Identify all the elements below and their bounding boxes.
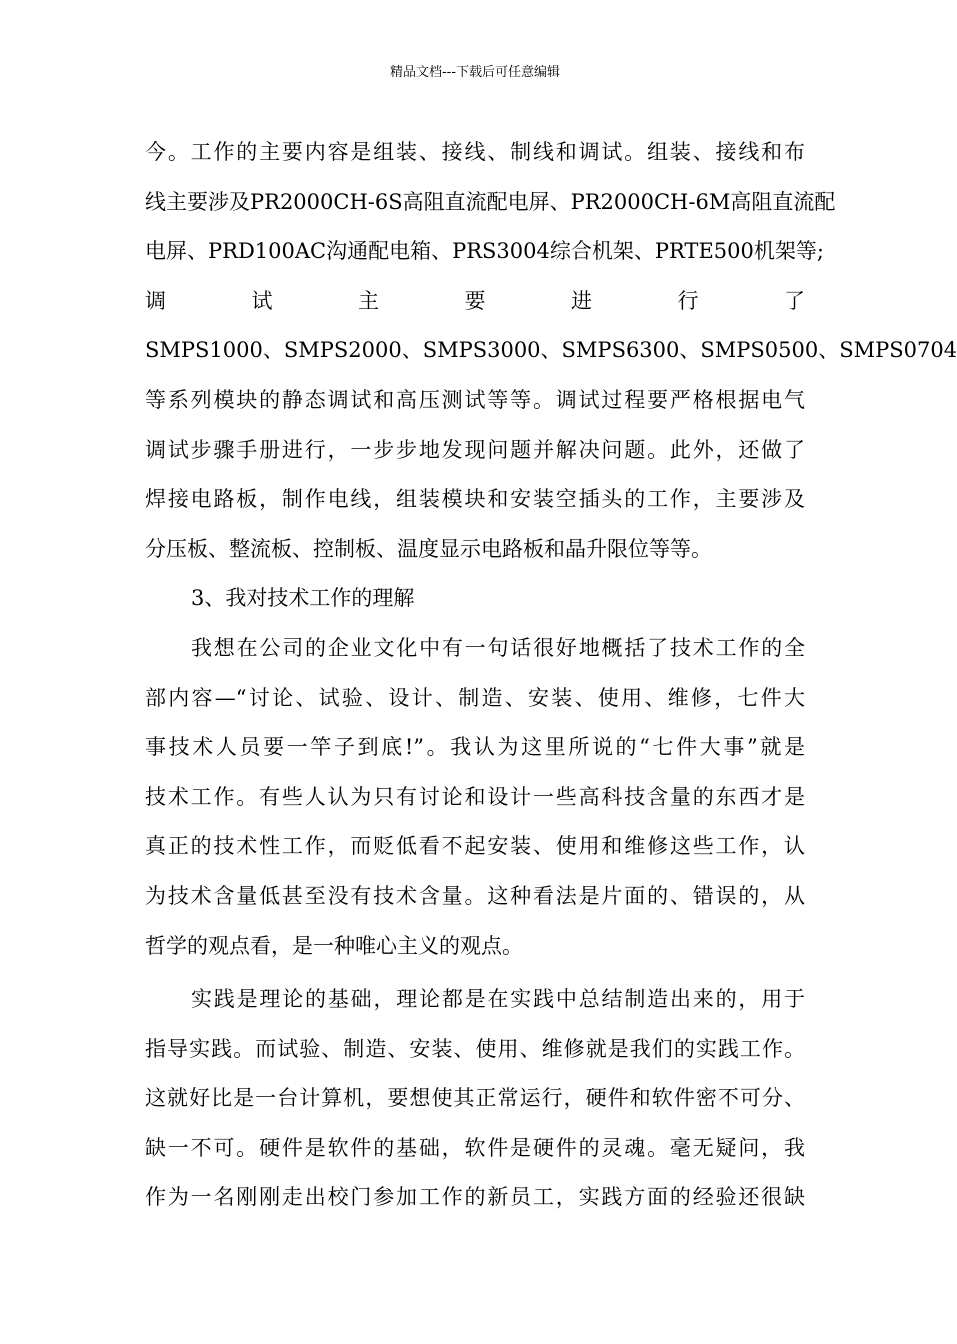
spaced-char: 了 — [784, 288, 805, 313]
text-line: 哲学的观点看，是一种唯心主义的观点。 — [145, 933, 523, 958]
spaced-char: 主 — [358, 288, 379, 313]
section-heading: 3、我对技术工作的理解 — [191, 586, 415, 611]
text-line: 指导实践。而试验、制造、安装、使用、维修就是我们的实践工作。 — [145, 1036, 805, 1061]
text-line: 实践是理论的基础，理论都是在实践中总结制造出来的，用于 — [191, 987, 805, 1012]
page-header: 精品文档---下载后可任意编辑 — [389, 65, 561, 80]
text-line: 调试步骤手册进行，一步步地发现问题并解决问题。此外，还做了 — [145, 437, 805, 462]
document-body — [145, 128, 957, 1223]
text-line: 焊接电路板，制作电线，组装模块和安装空插头的工作，主要涉及 — [145, 487, 805, 512]
text-line: 缺一不可。硬件是软件的基础，软件是硬件的灵魂。毫无疑问，我 — [145, 1135, 805, 1160]
text-line: 我想在公司的企业文化中有一句话很好地概括了技术工作的全 — [191, 635, 805, 660]
spaced-char: 要 — [464, 288, 486, 313]
text-line-spaced — [145, 277, 805, 327]
text-line: 线主要涉及PR2000CH-6S高阻直流配电屏、PR2000CH-6M高阻直流配 — [145, 189, 836, 214]
text-line: 等系列模块的静态调试和高压测试等等。调试过程要严格根据电气 — [145, 387, 805, 412]
text-line: 为技术含量低甚至没有技术含量。这种看法是片面的、错误的，从 — [145, 883, 805, 908]
text-line: 作为一名刚刚走出校门参加工作的新员工，实践方面的经验还很缺 — [145, 1185, 805, 1210]
text-line: 技术工作。有些人认为只有讨论和设计一些高科技含量的东西才是 — [145, 784, 805, 809]
text-line: 今。工作的主要内容是组装、接线、制线和调试。组装、接线和布 — [145, 140, 805, 164]
text-line: 部内容—“讨论、试验、设计、制造、安装、使用、维修，七件大 — [145, 685, 805, 710]
spaced-char: 试 — [251, 288, 273, 313]
spaced-char: 进 — [571, 288, 592, 313]
text-line: 分压板、整流板、控制板、温度显示电路板和晶升限位等等。 — [145, 536, 712, 561]
text-line: 电屏、PRD100AC沟通配电箱、PRS3004综合机架、PRTE500机架等; — [145, 239, 824, 264]
text-line: 这就好比是一台计算机，要想使其正常运行，硬件和软件密不可分、 — [145, 1086, 805, 1111]
spaced-char: 调 — [145, 288, 166, 313]
text-line: SMPS1000、SMPS2000、SMPS3000、SMPS6300、SMPS0500、SMPS0704 — [145, 338, 957, 363]
text-line: 真正的技术性工作，而贬低看不起安装、使用和维修这些工作，认 — [145, 834, 805, 859]
spaced-char: 行 — [677, 288, 699, 313]
text-line: 事技术人员要一竿子到底!”。我认为这里所说的“七件大事”就是 — [145, 735, 805, 760]
